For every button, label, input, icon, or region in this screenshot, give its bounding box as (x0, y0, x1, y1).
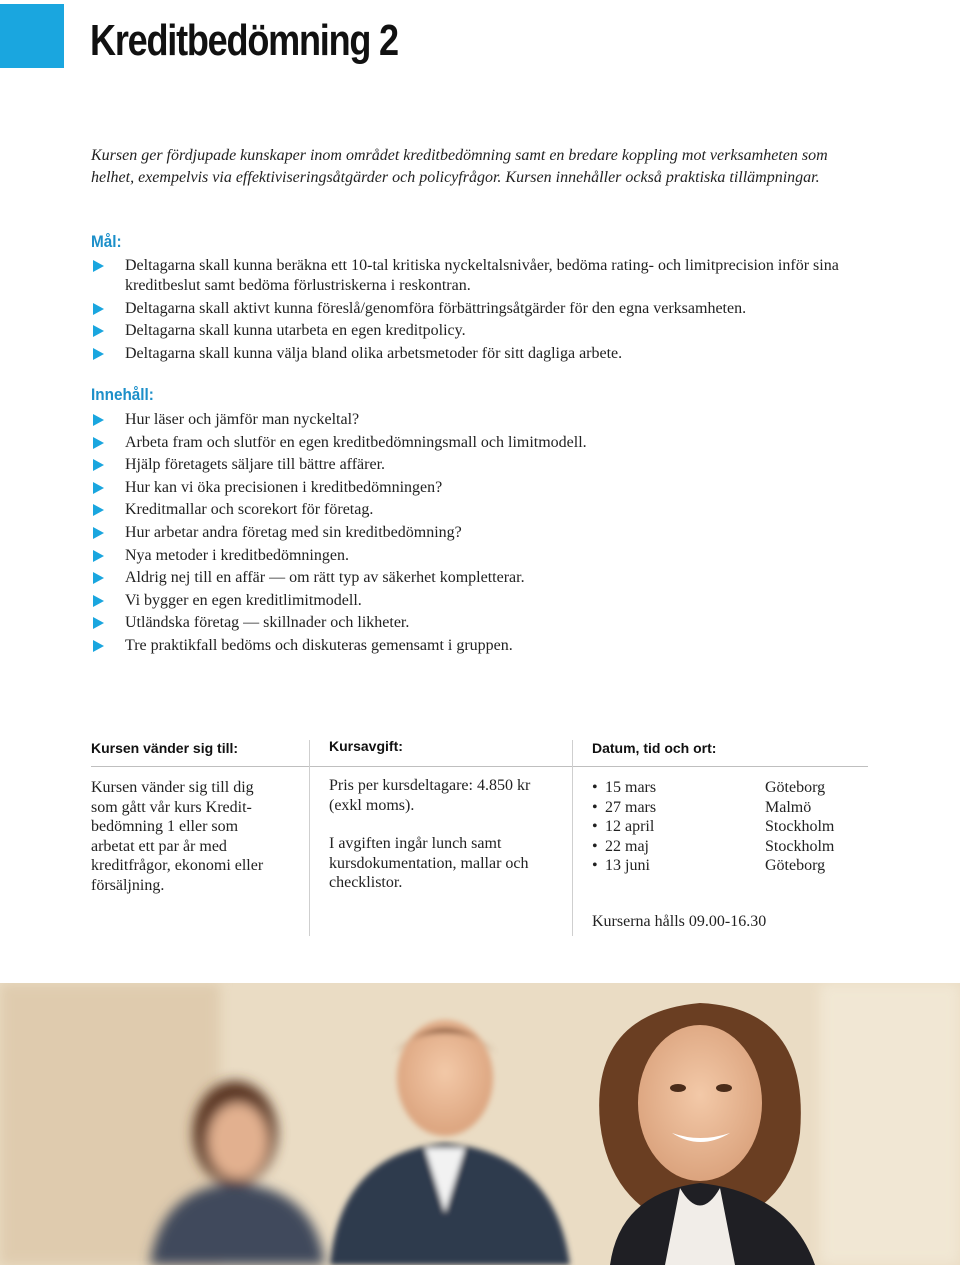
bullet-dot-icon: • (592, 779, 598, 796)
arrow-bullet-icon (93, 260, 104, 272)
column-divider (572, 740, 573, 936)
list-item: Vi bygger en egen kreditlimitmodell. (91, 591, 851, 611)
arrow-bullet-icon (93, 617, 104, 629)
arrow-bullet-icon (93, 414, 104, 426)
arrow-bullet-icon (93, 504, 104, 516)
list-item: • 13 juni Göteborg (592, 857, 826, 874)
bullet-dot-icon: • (592, 857, 598, 874)
list-item: Aldrig nej till en affär — om rätt typ av säkerhet kompletterar. (91, 568, 851, 588)
contents-heading: Innehåll: (91, 385, 154, 404)
arrow-bullet-icon (93, 527, 104, 539)
schedule-list (592, 778, 852, 876)
intro-text: Kursen ger fördjupade kunskaper inom området kreditbedömning samt en bredare koppling mot verksamheten som helhet, exempelvis via effektiviseringsåtgärder och policyfrågor. Kursen innehåller också praktiska tillämpningar. (91, 147, 828, 186)
arrow-bullet-icon (93, 303, 104, 315)
list-item: Hur läser och jämför man nyckeltal? (91, 410, 851, 430)
list-item: • 15 mars Göteborg (592, 779, 826, 796)
arrow-bullet-icon (93, 640, 104, 652)
bullet-dot-icon: • (592, 818, 598, 835)
arrow-bullet-icon (93, 550, 104, 562)
list-item: Deltagarna skall aktivt kunna föreslå/genomföra förbättringsåtgärder för den egna verksamheten. (91, 299, 851, 319)
list-item: Hur arbetar andra företag med sin kreditbedömning? (91, 523, 851, 543)
list-item: Nya metoder i kreditbedömningen. (91, 546, 851, 566)
course-hours: Kurserna hålls 09.00-16.30 (592, 913, 767, 930)
audience-heading: Kursen vänder sig till: (91, 740, 239, 756)
list-item: Hur kan vi öka precisionen i kreditbedömningen? (91, 478, 851, 498)
fee-heading: Kursavgift: (329, 738, 403, 754)
audience-text: Kursen vänder sig till dig som gått vår kurs Kredit-bedömning 1 eller som arbetat ett par år med kreditfrågor, ekonomi eller försäljning. (91, 779, 264, 894)
contents-list (91, 410, 851, 659)
bullet-dot-icon: • (592, 798, 598, 816)
list-item: Arbeta fram och slutför en egen kreditbedömningsmall och limitmodell. (91, 433, 851, 453)
goals-heading: Mål: (91, 232, 122, 251)
list-item: Kreditmallar och scorekort för företag. (91, 500, 851, 520)
people-photo (0, 983, 960, 1265)
arrow-bullet-icon (93, 482, 104, 494)
bullet-dot-icon: • (592, 837, 598, 855)
list-item: Tre praktikfall bedöms och diskuteras gemensamt i gruppen. (91, 636, 851, 656)
list-item: Deltagarna skall kunna utarbeta en egen kreditpolicy. (91, 321, 851, 341)
arrow-bullet-icon (93, 595, 104, 607)
fee-price: Pris per kursdeltagare: 4.850 kr (exkl moms). (329, 777, 531, 814)
people-illustration (0, 983, 960, 1265)
accent-block (0, 4, 64, 68)
goals-list (91, 256, 851, 366)
arrow-bullet-icon (93, 572, 104, 584)
arrow-bullet-icon (93, 325, 104, 337)
divider (91, 766, 868, 767)
list-item: • 22 maj Stockholm (592, 837, 835, 855)
page-title: Kreditbedömning 2 (90, 16, 398, 65)
list-item: Hjälp företagets säljare till bättre affärer. (91, 455, 851, 475)
list-item: Deltagarna skall kunna välja bland olika arbetsmetoder för sitt dagliga arbete. (91, 344, 851, 364)
arrow-bullet-icon (93, 459, 104, 471)
column-divider (309, 740, 310, 936)
arrow-bullet-icon (93, 437, 104, 449)
list-item: Deltagarna skall kunna beräkna ett 10-tal kritiska nyckeltalsnivåer, bedöma rating- och limitprecision inför sina kreditbeslut samt bedöma förlustriskerna i reskontran. (91, 256, 851, 296)
list-item: Utländska företag — skillnader och likheter. (91, 613, 851, 633)
list-item: • 12 april Stockholm (592, 818, 835, 835)
schedule-heading: Datum, tid och ort: (592, 740, 717, 756)
arrow-bullet-icon (93, 348, 104, 360)
fee-includes: I avgiften ingår lunch samt kursdokumentation, mallar och checklistor. (329, 835, 529, 891)
list-item: • 27 mars Malmö (592, 798, 812, 816)
